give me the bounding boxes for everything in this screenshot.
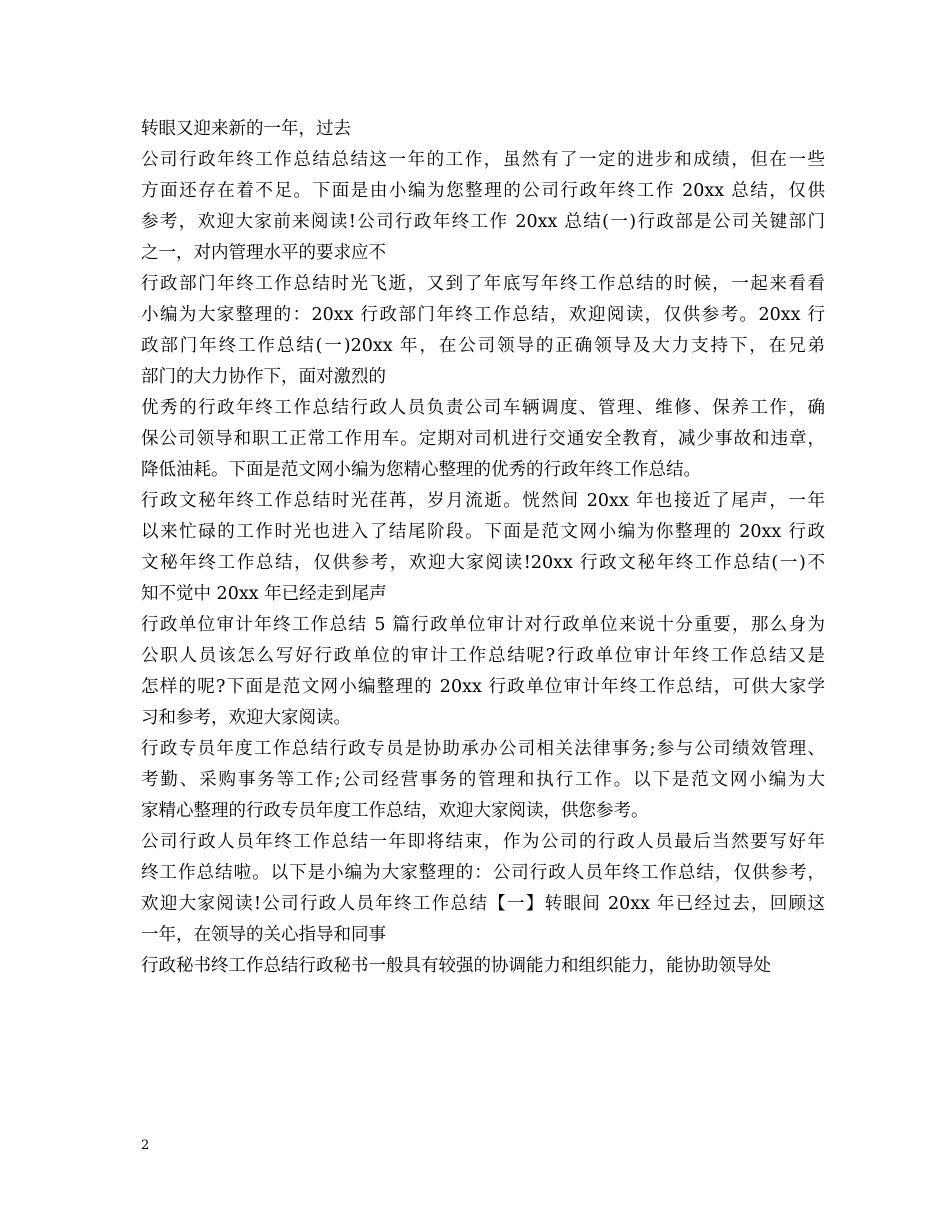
paragraph [141,269,825,393]
text-line: 家精心整理的行政专员年度工作总结，欢迎大家阅读，供您参考。 [141,801,649,821]
paragraph [141,827,825,951]
text-line: 行政文秘年终工作总结时光荏苒，岁月流逝。恍然间 20xx 年也接近了尾声，一年 [141,491,825,511]
page-number: 2 [141,1138,150,1153]
text-line: 方面还存在着不足。下面是由小编为您整理的公司行政年终工作 20xx 总结，仅供 [141,181,825,201]
text-line: 优秀的行政年终工作总结行政人员负责公司车辆调度、管理、维修、保养工作，确 [141,398,825,418]
paragraph [141,145,825,269]
text-line: 行政秘书终工作总结行政秘书一般具有较强的协调能力和组织能力，能协助领导处 [141,956,771,976]
text-line: 参考，欢迎大家前来阅读!公司行政年终工作 20xx 总结(一)行政部是公司关键部门 [141,212,825,232]
text-line: 欢迎大家阅读!公司行政人员年终工作总结【一】转眼间 20xx 年已经过去，回顾这 [141,894,825,914]
text-line: 公职人员该怎么写好行政单位的审计工作总结呢?行政单位审计年终工作总结又是 [141,646,825,666]
text-line: 怎样的呢?下面是范文网小编整理的 20xx 行政单位审计年终工作总结，可供大家学 [141,677,825,697]
text-line: 终工作总结啦。以下是小编为大家整理的：公司行政人员年终工作总结，仅供参考， [141,863,825,883]
paragraph [141,114,825,145]
paragraph [141,610,825,734]
text-line: 转眼又迎来新的一年，过去 [141,119,351,139]
text-line: 文秘年终工作总结，仅供参考，欢迎大家阅读!20xx 行政文秘年终工作总结(一)不 [141,553,825,573]
text-line: 部门的大力协作下，面对激烈的 [141,367,386,387]
paragraph [141,951,825,982]
text-line: 政部门年终工作总结(一)20xx 年，在公司领导的正确领导及大力支持下，在兄弟 [141,336,825,356]
text-line: 行政部门年终工作总结时光飞逝，又到了年底写年终工作总结的时候，一起来看看 [141,274,825,294]
text-line: 习和参考，欢迎大家阅读。 [141,708,351,728]
document-body [141,114,825,982]
text-line: 保公司领导和职工正常工作用车。定期对司机进行交通安全教育，减少事故和违章， [141,429,825,449]
text-line: 公司行政年终工作总结总结这一年的工作，虽然有了一定的进步和成绩，但在一些 [141,150,825,170]
text-line: 考勤、采购事务等工作;公司经营事务的管理和执行工作。以下是范文网小编为大 [141,770,825,790]
paragraph [141,486,825,610]
text-line: 以来忙碌的工作时光也进入了结尾阶段。下面是范文网小编为你整理的 20xx 行政 [141,522,825,542]
text-line: 小编为大家整理的：20xx 行政部门年终工作总结，欢迎阅读，仅供参考。20xx 行 [141,305,825,325]
text-line: 降低油耗。下面是范文网小编为您精心整理的优秀的行政年终工作总结。 [141,460,701,480]
text-line: 知不觉中 20xx 年已经走到尾声 [141,584,387,604]
text-line: 行政单位审计年终工作总结 5 篇行政单位审计对行政单位来说十分重要，那么身为 [141,615,825,635]
text-line: 一年，在领导的关心指导和同事 [141,925,386,945]
text-line: 行政专员年度工作总结行政专员是协助承办公司相关法律事务;参与公司绩效管理、 [141,739,825,759]
text-line: 公司行政人员年终工作总结一年即将结束，作为公司的行政人员最后当然要写好年 [141,832,825,852]
text-line: 之一，对内管理水平的要求应不 [141,243,386,263]
paragraph [141,393,825,486]
paragraph [141,734,825,827]
